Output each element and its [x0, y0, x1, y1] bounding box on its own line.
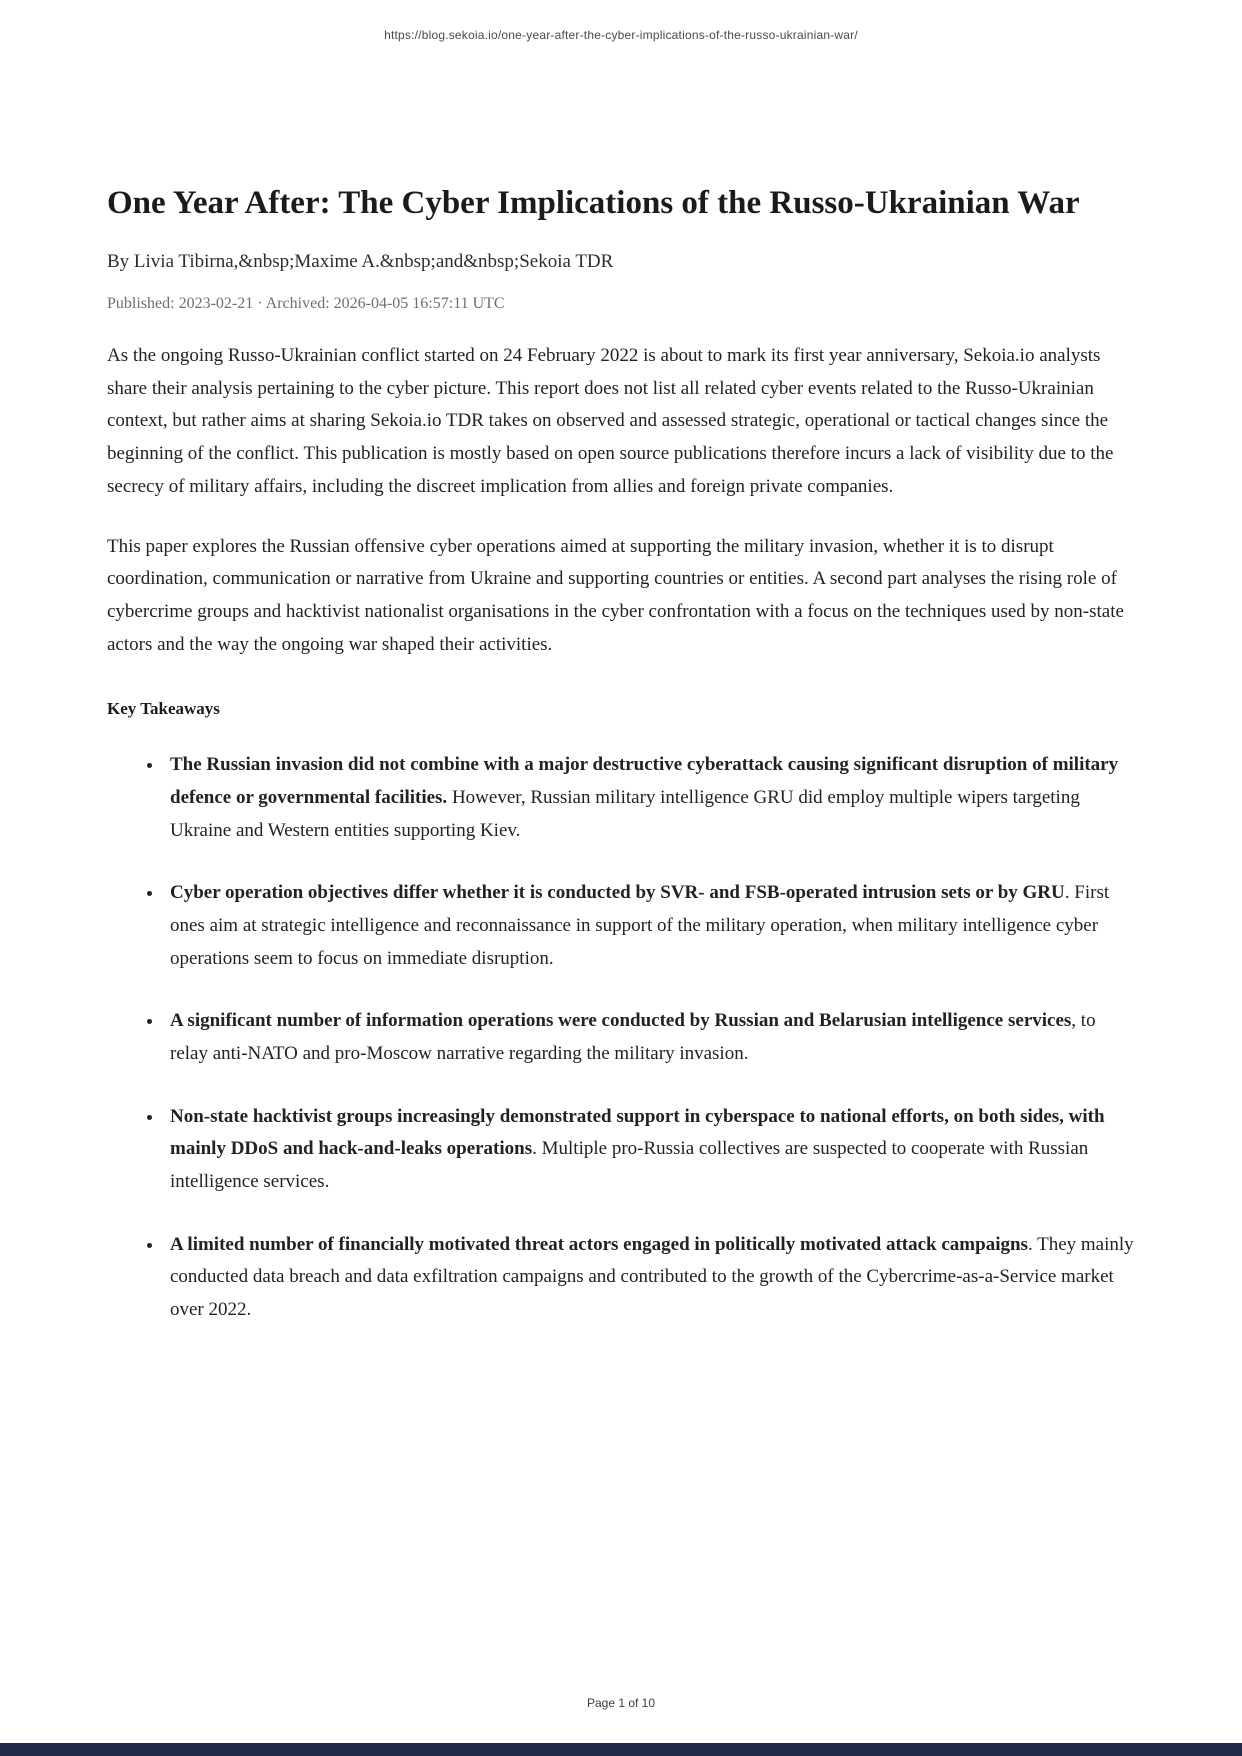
print-header	[0, 0, 1242, 44]
takeaway-bold-text: Cyber operation objectives differ whether it is conducted by SVR- and FSB-operated intrusion sets or by GRU	[170, 882, 1065, 904]
takeaway-bold-text: Non-state hacktivist groups increasingly demonstrated support in cyberspace to national efforts, on both sides, with mainly DDoS and hack-and-leaks operations	[170, 1105, 1105, 1160]
takeaway-item	[164, 1005, 1135, 1070]
takeaway-bold-text: A limited number of financially motivated threat actors engaged in politically motivated attack campaigns	[170, 1233, 1028, 1255]
takeaway-item	[164, 749, 1135, 847]
takeaway-bold-text: The Russian invasion did not combine with a major destructive cyberattack causing significant disruption of military defence or governmental facilities.	[170, 754, 1119, 808]
takeaway-item	[164, 1101, 1135, 1199]
article-byline: By Livia Tibirna,&nbsp;Maxime A.&nbsp;and&nbsp;Sekoia TDR	[107, 251, 614, 273]
page-title: One Year After: The Cyber Implications of the Russo-Ukrainian War	[107, 185, 1080, 221]
page-number: Page 1 of 10	[586, 1696, 656, 1710]
paragraph-intro: As the ongoing Russo-Ukrainian conflict started on 24 February 2022 is about to mark its first year anniversary, Sekoia.io analysts share their analysis pertaining to the cyber picture. This report does not list all related cyber events related to the Russo-Ukrainian context, but rather aims at sharing Sekoia.io TDR takes on observed and assessed strategic, operational or tactical changes since the beginning of the conflict. This publication is mostly based on open source publications therefore incurs a lack of visibility due to the secrecy of military affairs, including the discreet implication from allies and foreign private companies.	[107, 345, 1114, 497]
takeaway-rest-text: However, Russian military intelligence GRU did employ multiple wipers targeting Ukraine and Western entities supporting Kiev.	[170, 786, 1080, 841]
takeaway-rest-text: . They mainly conducted data breach and data exfiltration campaigns and contributed to the growth of the Cybercrime-as-a-Service market over 2022.	[170, 1233, 1134, 1320]
page-url: https://blog.sekoia.io/one-year-after-the-cyber-implications-of-the-russo-ukrainian-war/	[384, 28, 858, 42]
key-takeaways-list	[107, 749, 1135, 1326]
takeaway-rest-text: . Multiple pro-Russia collectives are suspected to cooperate with Russian intelligence services.	[170, 1138, 1089, 1192]
next-page-edge	[0, 1743, 1242, 1756]
takeaway-item	[164, 1229, 1135, 1327]
paragraph-scope: This paper explores the Russian offensive cyber operations aimed at supporting the military invasion, whether it is to disrupt coordination, communication or narrative from Ukraine and supporting countries or entities. A second part analyses the rising role of cybercrime groups and hacktivist nationalist organisations in the cyber confrontation with a focus on the techniques used by non-state actors and the way the ongoing war shaped their activities.	[107, 535, 1124, 655]
takeaway-rest-text: , to relay anti-NATO and pro-Moscow narrative regarding the military invasion.	[170, 1010, 1096, 1064]
article-meta: Published: 2023-02-21 · Archived: 2026-04-05 16:57:11 UTC	[107, 295, 505, 313]
print-footer	[0, 1694, 1242, 1712]
takeaway-item	[164, 877, 1135, 975]
takeaway-rest-text: . First ones aim at strategic intelligence and reconnaissance in support of the military operation, when military intelligence cyber operations seem to focus on immediate disruption.	[170, 882, 1110, 969]
article	[0, 178, 1242, 1327]
key-takeaways-heading: Key Takeaways	[107, 699, 220, 719]
takeaway-bold-text: A significant number of information operations were conducted by Russian and Belarusian intelligence services	[170, 1010, 1072, 1032]
